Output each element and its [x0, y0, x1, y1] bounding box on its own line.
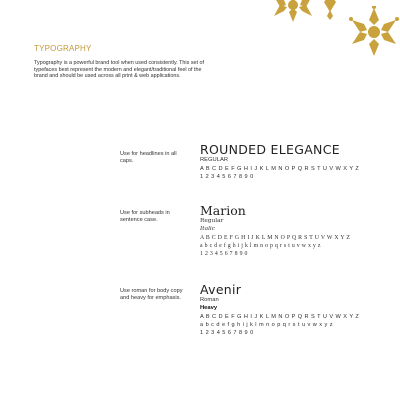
typeface-usage-note: Use for subheads in sentence case. — [120, 210, 170, 224]
snowflake-ornament-icon — [270, 0, 316, 22]
typeface-sample — [200, 204, 400, 259]
numerals: 1 2 3 4 5 6 7 8 9 0 — [200, 330, 254, 337]
typeface-weight: Roman — [200, 297, 219, 303]
section-title: TYPOGRAPHY — [34, 44, 92, 53]
diamond-ornament-icon — [320, 0, 340, 20]
numerals: 1 2 3 4 5 6 7 8 9 0 — [200, 174, 254, 181]
typeface-sample — [200, 143, 400, 182]
typeface-weight: Italic — [200, 225, 216, 232]
typeface-weight: REGULAR — [200, 157, 229, 163]
typeface-name: Avenir — [200, 282, 242, 297]
typeface-weight: Regular — [200, 218, 224, 224]
intro-paragraph: Typography is a powerful brand tool when used consistently. This set of typefaces best represent the modern and elegant/traditional feel of the brand and should be used across all print & web applications. — [34, 60, 204, 80]
uppercase-alphabet: A B C D E F G H I J K L M N O P Q R S T U V W X Y Z — [200, 165, 360, 172]
typeface-usage-note: Use roman for body copy and heavy for emphasis. — [120, 288, 183, 302]
typeface-name: ROUNDED ELEGANCE — [200, 142, 340, 157]
uppercase-alphabet: A B C D E F G H I J K L M N O P Q R S T U V W X Y Z — [200, 313, 360, 320]
numerals: 1 2 3 4 5 6 7 8 9 0 — [200, 251, 248, 258]
lowercase-alphabet: a b c d e f g h i j k l m n o p q r s t u v w x y z — [200, 243, 321, 249]
lowercase-alphabet: a b c d e f g h i j k l m n o p q r s t u v w x y z — [200, 322, 334, 328]
typeface-sample — [200, 283, 400, 338]
ornament-decoration — [260, 0, 400, 60]
typeface-name: Marion — [200, 203, 246, 218]
typeface-usage-note: Use for headlines in all caps. — [120, 151, 177, 165]
uppercase-alphabet: A B C D E F G H I J K L M N O P Q R S T U V W X Y Z — [200, 234, 351, 241]
typeface-weight: Heavy — [200, 304, 218, 311]
snowflake-ornament-icon — [348, 6, 400, 58]
